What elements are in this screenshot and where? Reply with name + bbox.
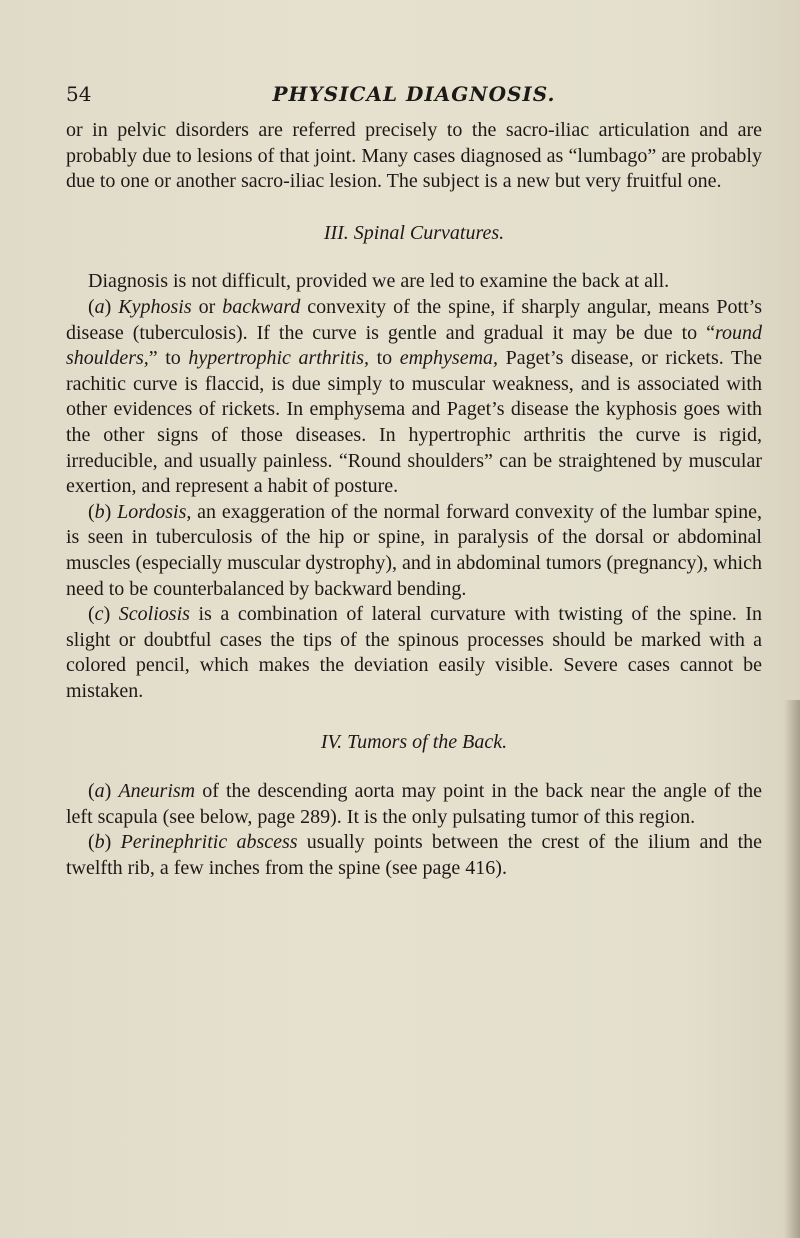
page-body [66,118,762,881]
text-segment: is a combination of lateral curvature with twisting of the spine. In slight or doubtful cases the tips of the spinous processes should be marked with a colored pencil, which makes the deviation easily visible. Severe cases cannot be mistaken. [66,603,762,702]
running-head: PHYSICAL DIAGNOSIS. [272,82,556,106]
item-letter: b [94,831,105,854]
text-segment: an exaggeration of the normal forward convexity of the lumbar spine, is seen in tuberculosis of the hip or spine, in paralysis of the dorsal or abdominal muscles (especially muscular dystrophy), and in abdominal tumors (pregnancy), which need to be counterbalanced by backward bending. [66,500,762,600]
paragraph-lordosis [66,500,762,602]
text-segment: Paget’s disease, or rickets. The rachitic curve is flaccid, is due simply to muscular weakness, and is associated with other evidences of rickets. In emphysema and Paget’s disease the kyphosis goes with the other signs of those diseases. In hypertrophic arthritis the curve is rigid, irreducible, and usually painless. “Round shoulders” can be straightened by muscular exertion, and represent a habit of posture. [66,347,763,498]
page-header [66,82,762,108]
text-segment: to [369,347,400,370]
paragraph-aneurism [66,779,762,830]
term-kyphosis: Kyphosis [118,295,192,318]
page-edge-shadow [784,700,800,1238]
item-paren-close: ) [104,780,119,803]
item-letter: a [94,295,105,318]
item-paren-close: ) [104,295,119,318]
item-paren-open: ( [88,500,95,523]
text-segment: of the descending aorta may point in the back near the angle of the left scapula (see below, page 289). It is the only pulsating tumor of this region. [66,780,762,828]
item-paren-open: ( [88,780,95,803]
term-perinephritic-abscess: Perinephritic abscess [120,831,298,854]
item-letter: b [94,500,105,523]
item-paren-close: ) [103,603,119,626]
term-emphysema: emphysema, [399,347,499,370]
paragraph-scoliosis [66,602,762,704]
text-segment: or [191,295,223,318]
intro-paragraph: or in pelvic disorders are referred precisely to the sacro-iliac articulation and are probably due to lesions of that joint. Many cases diagnosed as “lumbago” are probably due to one or another sacro-iliac lesion. The subject is a new but very fruitful one. [66,119,762,193]
item-letter: c [94,603,104,626]
term-round-shoulders: round shoulders, [66,321,762,370]
text-segment: ” to [148,347,189,370]
section-heading-spinal-curvatures: III. Spinal Curvatures. [323,221,505,244]
item-letter: a [94,780,105,803]
item-paren-open: ( [88,831,95,854]
term-lordosis: Lordosis, [117,500,192,523]
paragraph-perinephritic-abscess [66,830,762,881]
term-aneurism: Aneurism [118,780,196,803]
paragraph-diagnosis: Diagnosis is not difficult, provided we are led to examine the back at all. [88,270,670,293]
item-paren-close: ) [104,500,118,523]
term-hypertrophic-arthritis: hypertrophic arthritis, [188,347,370,370]
section-heading-tumors-of-the-back: IV. Tumors of the Back. [320,731,508,754]
term-backward: backward [222,295,301,318]
term-scoliosis: Scoliosis [118,603,190,626]
text-segment: usually points between the crest of the ilium and the twelfth rib, a few inches from the spine (see page 416). [66,831,762,879]
page-number: 54 [66,82,92,106]
text-segment: convexity of the spine, if sharply angular, means Pott’s disease (tuberculosis). If the curve is gentle and gradual it may be due to “ [66,295,762,344]
item-paren-open: ( [88,295,95,318]
paragraph-kyphosis [66,295,762,500]
item-paren-close: ) [104,831,121,854]
item-paren-open: ( [88,603,95,626]
